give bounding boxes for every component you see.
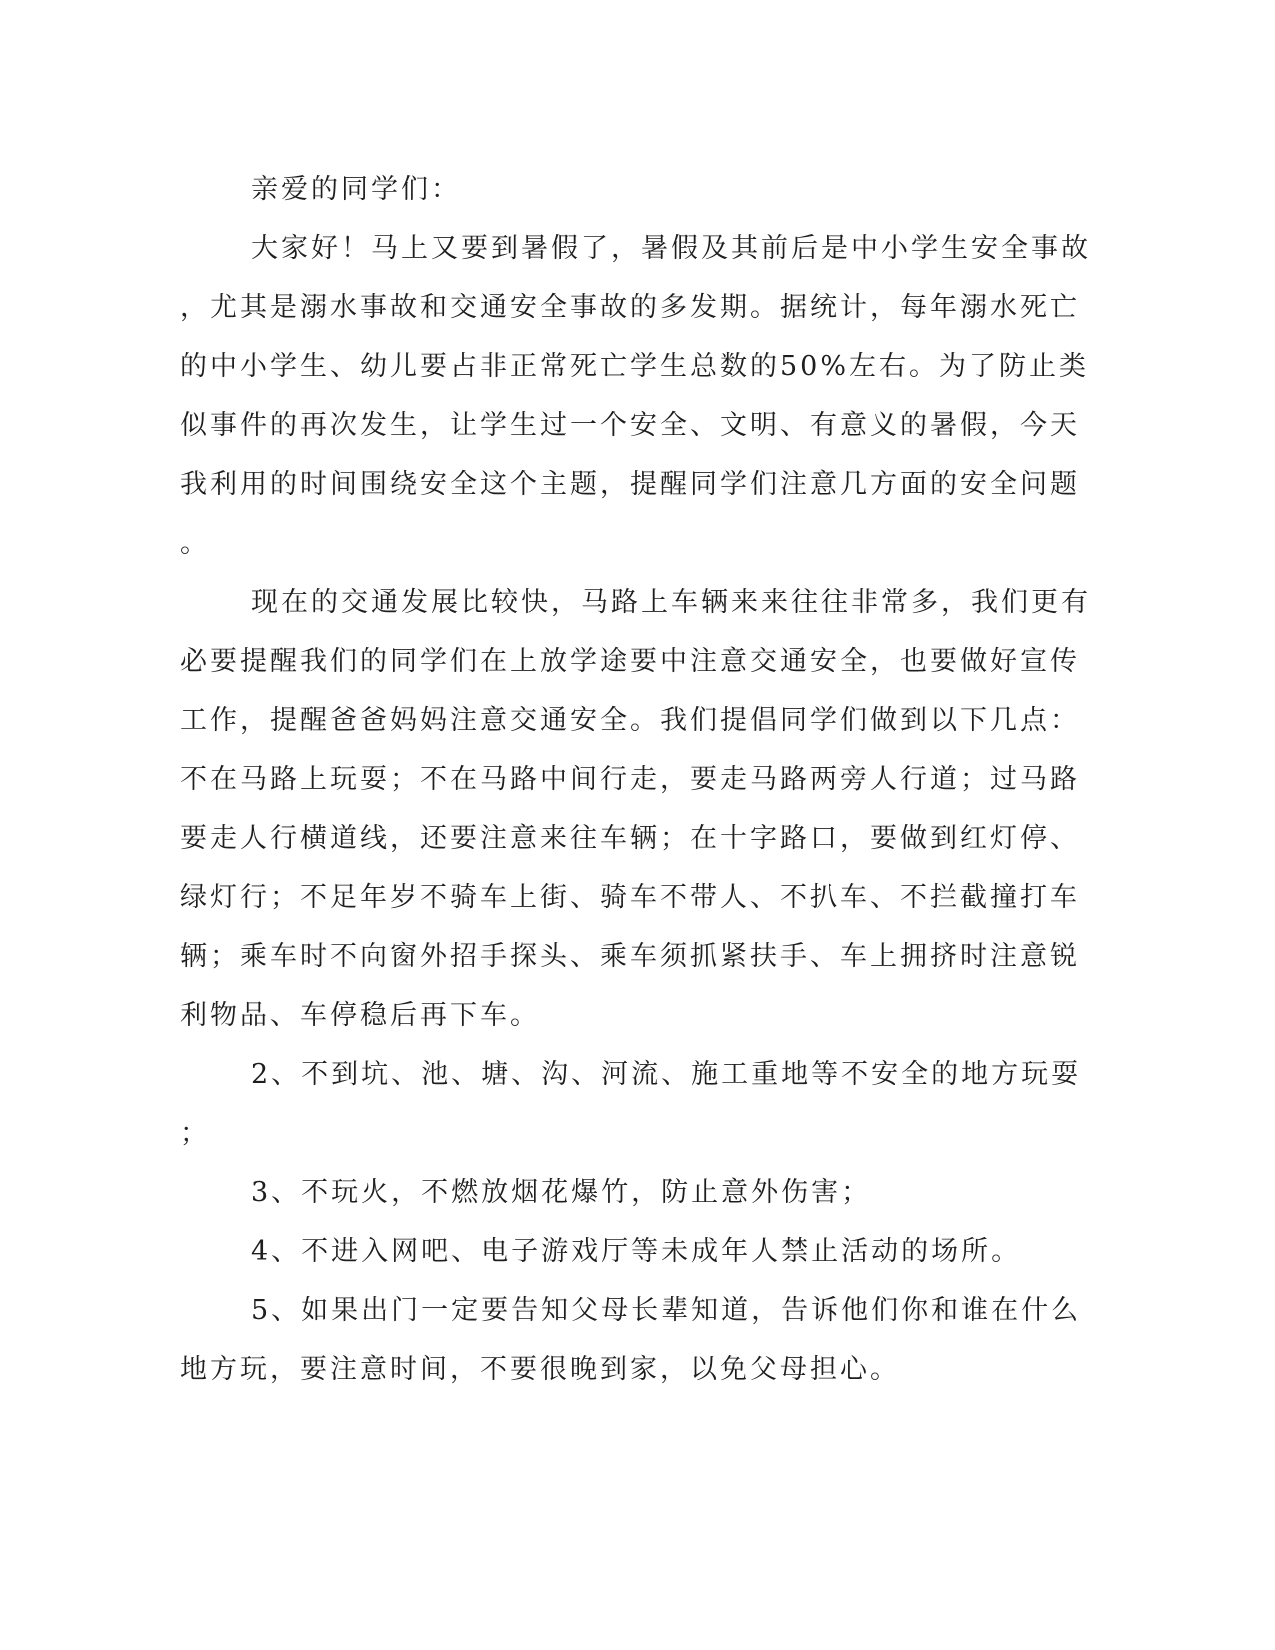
traffic-safety-paragraph [180,573,1091,1045]
text-line: 必要提醒我们的同学们在上放学途要中注意交通安全，也要做好宣传 [180,646,1080,677]
list-item-4 [180,1222,1030,1281]
list-item-5 [180,1281,1082,1399]
text-line: 的中小学生、幼儿要占非正常死亡学生总数的50%左右。为了防止类 [180,351,1090,382]
text-line: 地方玩，要注意时间，不要很晚到家，以免父母担心。 [180,1354,900,1385]
text-line: 似事件的再次发生，让学生过一个安全、文明、有意义的暑假，今天 [180,410,1080,441]
text-line: 工作，提醒爸爸妈妈注意交通安全。我们提倡同学们做到以下几点： [180,705,1080,736]
text-line: ； [180,1118,210,1149]
list-item-3 [180,1163,1030,1222]
text-line: 不在马路上玩耍；不在马路中间行走，要走马路两旁人行道；过马路 [180,764,1080,795]
text-line: ，尤其是溺水事故和交通安全事故的多发期。据统计，每年溺水死亡 [180,292,1080,323]
list-item-2 [180,1045,1082,1163]
text-line: 利物品、车停稳后再下车。 [180,1000,540,1031]
intro-paragraph [180,219,1091,573]
greeting [180,160,1030,219]
text-line: 辆；乘车时不向窗外招手探头、乘车须抓紧扶手、车上拥挤时注意锐 [180,941,1080,972]
text-line: 大家好！马上又要到暑假了，暑假及其前后是中小学生安全事故 [251,233,1091,264]
text-line: 亲爱的同学们： [251,174,461,205]
text-line: 5、如果出门一定要告知父母长辈知道，告诉他们你和谁在什么 [251,1295,1082,1326]
text-line: 现在的交通发展比较快，马路上车辆来来往往非常多，我们更有 [251,587,1091,618]
text-line: 要走人行横道线，还要注意来往车辆；在十字路口，要做到红灯停、 [180,823,1080,854]
text-line: 4、不进入网吧、电子游戏厅等未成年人禁止活动的场所。 [251,1236,1022,1267]
text-line: 我利用的时间围绕安全这个主题，提醒同学们注意几方面的安全问题 [180,469,1080,500]
text-line: 3、不玩火，不燃放烟花爆竹，防止意外伤害； [251,1177,872,1208]
text-line: 。 [180,528,210,559]
letter-body [180,160,1091,1399]
text-line: 绿灯行；不足年岁不骑车上街、骑车不带人、不扒车、不拦截撞打车 [180,882,1080,913]
text-line: 2、不到坑、池、塘、沟、河流、施工重地等不安全的地方玩耍 [251,1059,1082,1090]
